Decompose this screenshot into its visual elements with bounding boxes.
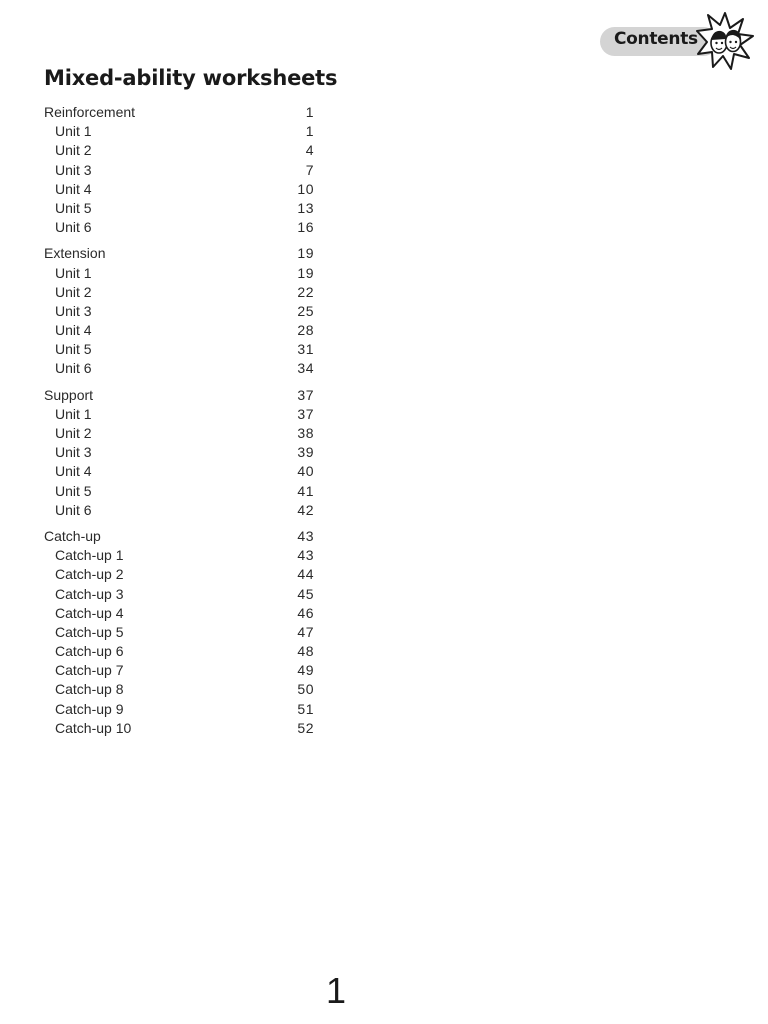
toc-entry-label: Unit 5 [55, 199, 92, 216]
toc-entry-label: Unit 4 [55, 180, 92, 197]
toc-page-number: 28 [297, 322, 314, 339]
toc-entry [44, 546, 314, 565]
toc-page-number: 43 [297, 527, 314, 544]
toc-section [44, 244, 314, 378]
toc-entry [44, 623, 314, 642]
toc-entry-label: Catch-up 8 [55, 681, 124, 698]
toc-heading-label: Catch-up [44, 527, 101, 544]
toc-page-number: 38 [297, 425, 314, 441]
toc-entry-label: Catch-up 2 [55, 566, 124, 583]
toc-section-heading [44, 103, 314, 122]
toc-entry-label: Catch-up 1 [55, 547, 124, 564]
toc-entry-label: Unit 3 [55, 302, 92, 319]
toc-entry [44, 482, 314, 501]
toc-entry [44, 199, 314, 218]
toc-entry-label: Unit 1 [55, 123, 92, 140]
toc-page-number: 13 [297, 199, 314, 216]
toc-entry [44, 565, 314, 584]
toc-heading-label: Extension [44, 245, 106, 262]
toc-entry [44, 359, 314, 378]
toc-page-number: 39 [297, 444, 314, 461]
contents-tab-label: Contents [614, 29, 698, 49]
toc-entry [44, 122, 314, 141]
toc-entry-label: Catch-up 10 [55, 719, 132, 736]
toc-entry [44, 661, 314, 680]
toc-entry [44, 424, 314, 443]
toc-entry-label: Unit 3 [55, 444, 92, 461]
toc-section [44, 386, 314, 520]
toc-page-number: 1 [305, 104, 314, 120]
toc-entry-label: Catch-up 6 [55, 643, 124, 660]
toc-entry-label: Unit 1 [55, 264, 92, 281]
table-of-contents [44, 103, 314, 745]
toc-page-number: 41 [297, 482, 314, 499]
toc-entry [44, 405, 314, 424]
toc-page-number: 40 [297, 463, 314, 480]
toc-entry [44, 501, 314, 520]
toc-entry-label: Unit 5 [55, 341, 92, 358]
toc-entry-label: Unit 6 [55, 360, 92, 377]
toc-page-number: 19 [297, 264, 314, 281]
toc-entry-label: Catch-up 4 [55, 604, 124, 621]
toc-page-number: 44 [297, 566, 314, 583]
toc-page-number: 42 [297, 501, 314, 518]
toc-page-number: 19 [297, 245, 314, 262]
toc-page-number: 4 [305, 142, 314, 159]
toc-entry [44, 141, 314, 160]
toc-entry [44, 302, 314, 321]
toc-entry-label: Unit 6 [55, 219, 92, 236]
toc-entry-label: Catch-up 7 [55, 662, 124, 679]
toc-entry-label: Unit 2 [55, 283, 92, 300]
toc-entry [44, 340, 314, 359]
toc-page-number: 34 [297, 360, 314, 377]
toc-page-number: 16 [297, 219, 314, 236]
toc-section [44, 103, 314, 237]
toc-page-number: 1 [305, 123, 314, 140]
toc-entry [44, 604, 314, 623]
toc-heading-label: Reinforcement [44, 104, 136, 120]
toc-entry-label: Unit 5 [55, 482, 92, 499]
toc-page-number: 51 [297, 700, 314, 717]
toc-page-number: 43 [297, 547, 314, 564]
toc-entry-label: Unit 6 [55, 501, 92, 518]
toc-entry-label: Unit 2 [55, 425, 92, 441]
toc-entry [44, 321, 314, 340]
toc-page-number: 37 [297, 386, 314, 403]
toc-page-number: 52 [297, 719, 314, 736]
toc-page-number: 47 [297, 623, 314, 640]
toc-page-number: 46 [297, 604, 314, 621]
toc-entry [44, 642, 314, 661]
toc-section-heading [44, 244, 314, 263]
toc-entry [44, 264, 314, 283]
toc-page-number: 37 [297, 405, 314, 422]
toc-page-number: 45 [297, 585, 314, 602]
toc-page-number: 25 [297, 302, 314, 319]
toc-page-number: 50 [297, 681, 314, 698]
toc-entry [44, 719, 314, 738]
toc-entry [44, 700, 314, 719]
toc-entry [44, 180, 314, 199]
toc-entry-label: Unit 4 [55, 322, 92, 339]
page-number: 1 [326, 970, 347, 1011]
toc-section-heading [44, 386, 314, 405]
toc-entry-label: Catch-up 9 [55, 700, 124, 717]
toc-entry [44, 283, 314, 302]
toc-page-number: 31 [297, 341, 314, 358]
toc-entry-label: Catch-up 5 [55, 623, 124, 640]
toc-page-number: 10 [297, 180, 314, 197]
toc-entry [44, 680, 314, 699]
toc-page-number: 49 [297, 662, 314, 679]
toc-entry-label: Catch-up 3 [55, 585, 124, 602]
page-title: Mixed-ability worksheets [44, 66, 338, 90]
toc-entry [44, 161, 314, 180]
toc-section-heading [44, 527, 314, 546]
toc-entry-label: Unit 3 [55, 161, 92, 178]
toc-section [44, 527, 314, 738]
toc-page-number: 48 [297, 643, 314, 660]
star-with-faces-icon [696, 12, 754, 70]
toc-page-number: 7 [305, 161, 314, 178]
toc-entry-label: Unit 4 [55, 463, 92, 480]
toc-entry [44, 585, 314, 604]
toc-entry [44, 462, 314, 481]
toc-entry [44, 443, 314, 462]
toc-entry [44, 218, 314, 237]
toc-page-number: 22 [297, 283, 314, 300]
toc-entry-label: Unit 2 [55, 142, 92, 159]
toc-heading-label: Support [44, 386, 94, 403]
toc-entry-label: Unit 1 [55, 405, 92, 422]
